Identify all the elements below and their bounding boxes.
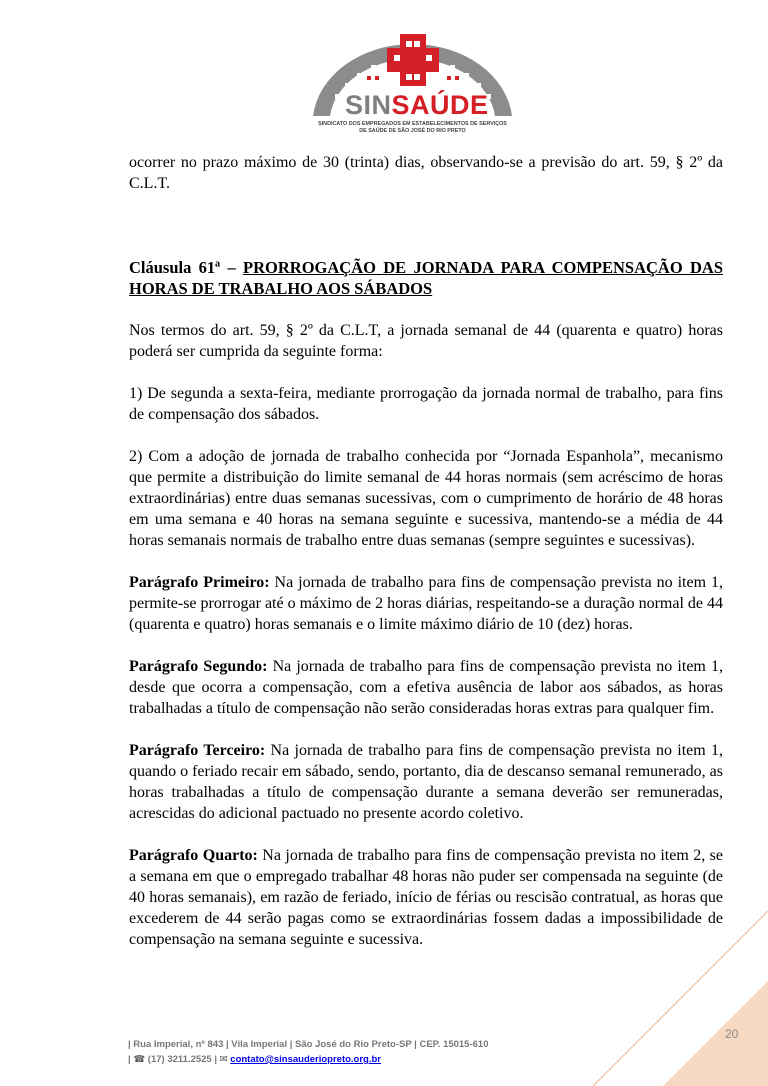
paragraph-terceiro-text: Na jornada de trabalho para fins de compensação prevista no item 1, quando o feriado recair em sábado, sendo, portanto, dia de descanso semanal remunerado, as horas trabalhadas a título de compensação durante a semana deverão ser remuneradas, acrescidas do adicional pactuado no presente acordo coletivo.	[129, 742, 723, 822]
sinsaude-logo	[305, 28, 520, 138]
paragraph-terceiro-label: Parágrafo Terceiro:	[129, 742, 266, 759]
paragraph-primeiro-text: Na jornada de trabalho para fins de compensação prevista no item 1, permite-se prorrogar até o máximo de 2 horas diárias, respeitando-se a duração normal de 44 (quarenta e quatro) horas semanais e o limite máximo diário de 10 (dez) horas.	[129, 574, 723, 633]
paragraph-quarto-text: Na jornada de trabalho para fins de compensação prevista no item 2, se a semana em que o empregado trabalhar 48 horas não puder ser compensada na seguinte (de 40 horas semanais), em razão de feriado, início de férias ou rescisão contratual, as horas que excederem de 44 serão pagas como se extraordinárias fossem dadas a impossibilidade de compensação na semana seguinte e sucessiva.	[129, 847, 724, 948]
paragraph-item-2: 2) Com a adoção de jornada de trabalho conhecida por “Jornada Espanhola”, mecanismo que permite a distribuição do limite semanal de 44 horas normais (sem acréscimo de horas extraordinárias) entre duas semanas sucessivas, com o cumprimento de horário de 48 horas em uma semana e 40 horas na semana seguinte e sucessiva, mantendo-se a média de 44 horas semanais normais de trabalho entre duas semanas (sempre seguintes e sucessivas).	[129, 448, 723, 549]
intro-paragraph: ocorrer no prazo máximo de 30 (trinta) dias, observando-se a previsão do art. 59, § 2º da C.L.T.	[129, 154, 723, 192]
footer-address: | Rua Imperial, nº 843 | Vila Imperial | São José do Rio Preto-SP | CEP. 15015-610	[128, 1039, 489, 1050]
email-icon: ✉	[219, 1054, 228, 1065]
paragraph-primeiro-label: Parágrafo Primeiro:	[129, 574, 270, 591]
footer	[128, 1037, 628, 1067]
paragraph-segundo-text: Na jornada de trabalho para fins de compensação prevista no item 1, desde que ocorra a compensação, com a efetiva ausência de labor aos sábados, as horas trabalhadas a título de compensação não serão consideradas horas extras para qualquer fim.	[129, 658, 723, 717]
paragraph-terms: Nos termos do art. 59, § 2º da C.L.T, a jornada semanal de 44 (quarenta e quatro) horas poderá ser cumprida da seguinte forma:	[129, 322, 723, 360]
phone-icon: ☎	[133, 1054, 146, 1065]
logo-tagline	[305, 121, 520, 135]
page-number: 20	[725, 1027, 739, 1041]
logo-wordmark: SINSAÚDE	[345, 90, 489, 120]
clause-label: Cláusula 61ª –	[129, 258, 236, 277]
clause-title: PRORROGAÇÃO DE JORNADA PARA COMPENSAÇÃO DAS HORAS DE TRABALHO AOS SÁBADOS	[129, 258, 723, 298]
paragraph-quarto-label: Parágrafo Quarto:	[129, 847, 258, 864]
footer-phone: (17) 3211.2525	[147, 1054, 212, 1065]
email-link[interactable]: contato@sinsauderiopreto.org.br	[230, 1054, 382, 1065]
footer-contact: | ☎ (17) 3211.2525 | ✉ contato@sinsauderiopreto.org.br	[128, 1054, 382, 1065]
paragraph-segundo-label: Parágrafo Segundo:	[129, 658, 268, 675]
paragraph-primeiro	[129, 572, 723, 635]
document-body	[129, 152, 723, 971]
clause-heading	[129, 257, 723, 299]
logo-tagline-line1: SINDICATO DOS EMPREGADOS EM ESTABELECIMENTOS DE SERVIÇOS	[318, 121, 507, 127]
paragraph-segundo	[129, 656, 723, 719]
paragraph-terceiro	[129, 740, 723, 824]
logo-tagline-line2: DE SAÚDE DE SÃO JOSÉ DO RIO PRETO	[359, 128, 466, 134]
paragraph-item-1: 1) De segunda a sexta-feira, mediante prorrogação da jornada normal de trabalho, para fins de compensação dos sábados.	[129, 385, 723, 423]
